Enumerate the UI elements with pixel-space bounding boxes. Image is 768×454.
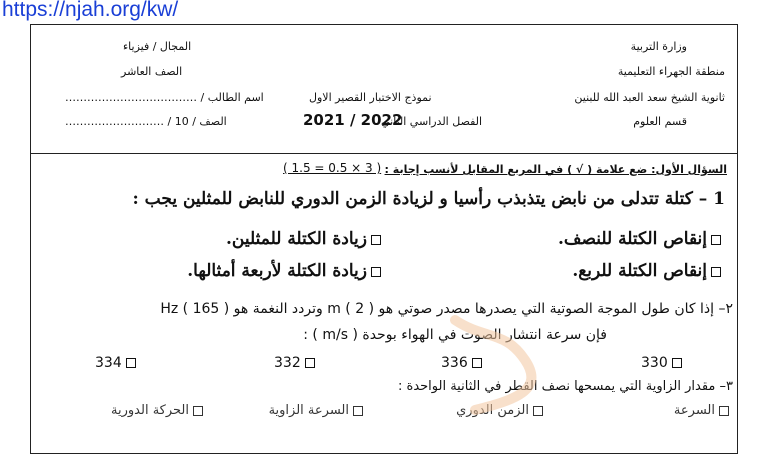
q3-option-b[interactable]: الزمن الدوري: [456, 403, 547, 418]
grade-label: الصف العاشر: [121, 65, 183, 78]
checkbox[interactable]: [711, 235, 721, 245]
exam-sheet: [30, 24, 738, 454]
q2-option-a[interactable]: 330: [641, 355, 686, 371]
exam-title: نموذج الاختبار القصير الاول: [309, 91, 432, 104]
section-title: السؤال الأول: ضع علامة ( √ ) في المربع المقابل لأنسب إجابة :: [384, 163, 727, 176]
q2-option-c[interactable]: 332: [274, 355, 319, 371]
q3-option-a[interactable]: السرعة: [674, 403, 733, 418]
q1-option-a[interactable]: إنقاص الكتلة للنصف.: [558, 229, 725, 249]
checkbox[interactable]: [305, 358, 315, 368]
q2-option-d[interactable]: 334: [95, 355, 140, 371]
question-3-text: ٣– مقدار الزاوية التي يمسحها نصف القطر في الثانية الواحدة :: [398, 379, 733, 394]
q1-option-c[interactable]: إنقاص الكتلة للربع.: [572, 261, 725, 281]
checkbox[interactable]: [126, 358, 136, 368]
zone-label: منطقة الجهراء التعليمية: [617, 65, 725, 78]
question-2-line-1: ٢– إذا كان طول الموجة الصوتية التي يصدرها مصدر صوتي هو m ( 2 ) وتردد النغمة هو Hz ( 165 ): [160, 301, 733, 317]
q3-option-c[interactable]: السرعة الزاوية: [269, 403, 367, 418]
source-url[interactable]: https://njah.org/kw/: [2, 0, 179, 21]
exam-header: [31, 25, 737, 154]
checkbox[interactable]: [353, 406, 363, 416]
q1-option-d[interactable]: زيادة الكتلة لأربعة أمثالها.: [187, 261, 385, 281]
question-1-text: 1 – كتلة تتدلى من نابض يتذبذب رأسيا و لزيادة الزمن الدوري للنابض للمثلين يجب :: [132, 189, 725, 209]
checkbox[interactable]: [371, 235, 381, 245]
section-marks: ( 1.5 = 0.5 × 3 ): [283, 161, 382, 175]
subject-label: المجال / فيزياء: [123, 40, 192, 53]
class-field: الصف / 10 / ………………………: [65, 115, 227, 128]
ministry-label: وزارة التربية: [630, 40, 687, 53]
checkbox[interactable]: [719, 406, 729, 416]
checkbox[interactable]: [672, 358, 682, 368]
checkbox[interactable]: [711, 267, 721, 277]
question-2-line-2: فإن سرعة انتشار الصوت في الهواء بوحدة ( m/s ) :: [303, 327, 607, 343]
checkbox[interactable]: [193, 406, 203, 416]
checkbox[interactable]: [371, 267, 381, 277]
checkbox[interactable]: [533, 406, 543, 416]
q1-option-b[interactable]: زيادة الكتلة للمثلين.: [226, 229, 385, 249]
school-label: ثانوية الشيخ سعد العبد الله للبنين: [574, 91, 725, 104]
checkbox[interactable]: [472, 358, 482, 368]
semester-label: الفصل الدراسي الثاني: [381, 115, 483, 128]
q2-option-b[interactable]: 336: [441, 355, 486, 371]
department-label: قسم العلوم: [633, 115, 687, 128]
student-name-field: اسم الطالب / ………………………………: [65, 91, 264, 104]
q3-option-d[interactable]: الحركة الدورية: [111, 403, 207, 418]
school-year: 2021 / 2022: [303, 111, 403, 129]
